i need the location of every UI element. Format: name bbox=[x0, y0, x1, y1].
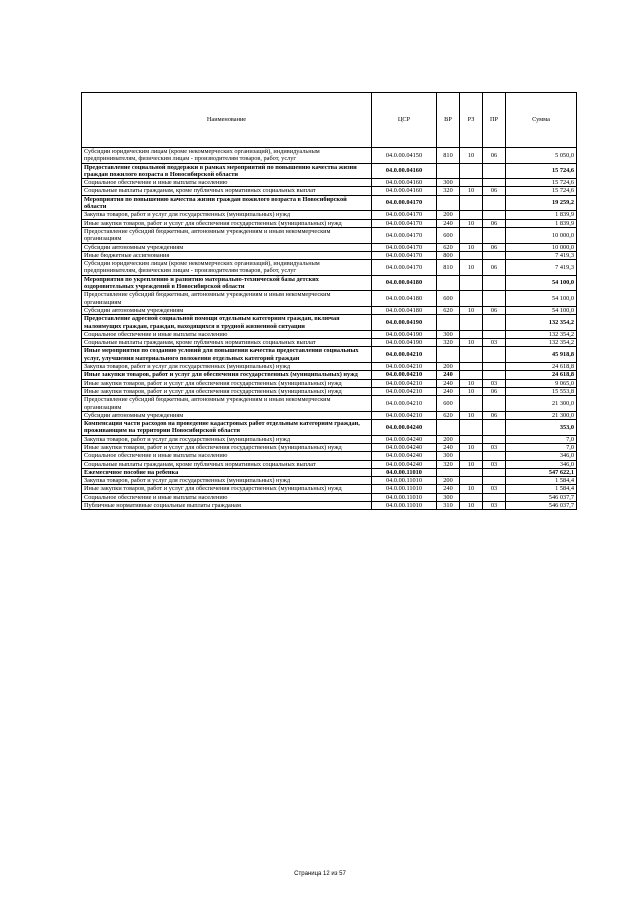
cell-rz: 10 bbox=[460, 243, 483, 251]
cell-name: Субсидии автономным учреждениям bbox=[82, 243, 372, 251]
cell-name: Иные закупки товаров, работ и услуг для обеспечения государственных (муниципальных) нужд bbox=[82, 443, 372, 451]
cell-vr: 300 bbox=[437, 179, 460, 187]
cell-rz bbox=[460, 275, 483, 291]
cell-pr bbox=[483, 371, 506, 379]
cell-vr: 620 bbox=[437, 243, 460, 251]
cell-name: Предоставление субсидий бюджетным, автономным учреждениям и иным некоммерческим организациям bbox=[82, 227, 372, 243]
cell-rz bbox=[460, 163, 483, 179]
cell-pr bbox=[483, 468, 506, 476]
cell-name: Социальное обеспечение и иные выплаты населению bbox=[82, 493, 372, 501]
cell-rz bbox=[460, 195, 483, 211]
cell-name: Иные закупки товаров, работ и услуг для обеспечения государственных (муниципальных) нужд bbox=[82, 387, 372, 395]
cell-csr: 04.0.00.04170 bbox=[372, 219, 437, 227]
cell-sum: 132 354,2 bbox=[506, 330, 577, 338]
cell-sum: 24 618,8 bbox=[506, 363, 577, 371]
cell-name: Иные закупки товаров, работ и услуг для обеспечения государственных (муниципальных) нужд bbox=[82, 485, 372, 493]
cell-rz: 10 bbox=[460, 339, 483, 347]
table-row bbox=[82, 330, 577, 338]
table-row bbox=[82, 315, 577, 331]
cell-rz: 10 bbox=[460, 306, 483, 314]
table-row bbox=[82, 411, 577, 419]
cell-name: Предоставление субсидий бюджетным, автономным учреждениям и иным некоммерческим организациям bbox=[82, 396, 372, 412]
table-row bbox=[82, 443, 577, 451]
cell-pr bbox=[483, 420, 506, 436]
cell-vr: 200 bbox=[437, 435, 460, 443]
cell-pr: 03 bbox=[483, 485, 506, 493]
cell-sum: 1 584,4 bbox=[506, 477, 577, 485]
cell-sum: 353,0 bbox=[506, 420, 577, 436]
cell-name: Предоставление субсидий бюджетным, автономным учреждениям и иным некоммерческим организациям bbox=[82, 291, 372, 307]
cell-rz bbox=[460, 251, 483, 259]
cell-csr: 04.0.00.04170 bbox=[372, 243, 437, 251]
cell-name: Закупка товаров, работ и услуг для государственных (муниципальных) нужд bbox=[82, 211, 372, 219]
cell-sum: 10 000,0 bbox=[506, 227, 577, 243]
cell-pr: 06 bbox=[483, 187, 506, 195]
table-row bbox=[82, 493, 577, 501]
cell-name: Мероприятия по укреплению и развитию материально-технической базы детских оздоровительных учреждений в Новосибирской области bbox=[82, 275, 372, 291]
cell-sum: 7 419,3 bbox=[506, 251, 577, 259]
table-row bbox=[82, 163, 577, 179]
cell-pr bbox=[483, 330, 506, 338]
cell-name: Субсидии юридическим лицам (кроме некоммерческих организаций), индивидуальным предпринимателям, физическим лицам - производителям товаров, работ, услуг bbox=[82, 148, 372, 164]
cell-csr: 04.0.00.04240 bbox=[372, 435, 437, 443]
table-row bbox=[82, 379, 577, 387]
cell-name: Социальные выплаты гражданам, кроме публичных нормативных социальных выплат bbox=[82, 460, 372, 468]
cell-pr: 06 bbox=[483, 306, 506, 314]
cell-sum: 1 839,9 bbox=[506, 219, 577, 227]
cell-vr: 200 bbox=[437, 363, 460, 371]
table-row bbox=[82, 468, 577, 476]
cell-pr bbox=[483, 195, 506, 211]
cell-pr bbox=[483, 363, 506, 371]
cell-csr: 04.0.00.04180 bbox=[372, 275, 437, 291]
cell-sum: 546 037,7 bbox=[506, 502, 577, 510]
table-row bbox=[82, 306, 577, 314]
cell-name: Субсидии автономным учреждениям bbox=[82, 306, 372, 314]
cell-name: Закупка товаров, работ и услуг для государственных (муниципальных) нужд bbox=[82, 363, 372, 371]
cell-rz: 10 bbox=[460, 260, 483, 276]
cell-rz bbox=[460, 330, 483, 338]
table-row bbox=[82, 435, 577, 443]
cell-csr: 04.0.00.11010 bbox=[372, 477, 437, 485]
cell-name: Иные бюджетные ассигнования bbox=[82, 251, 372, 259]
cell-rz bbox=[460, 477, 483, 485]
header-csr: ЦСР bbox=[372, 93, 437, 148]
cell-csr: 04.0.00.04210 bbox=[372, 371, 437, 379]
cell-sum: 54 100,0 bbox=[506, 306, 577, 314]
cell-vr bbox=[437, 315, 460, 331]
cell-pr: 06 bbox=[483, 243, 506, 251]
cell-name: Иные закупки товаров, работ и услуг для обеспечения государственных (муниципальных) нужд bbox=[82, 379, 372, 387]
header-vr: ВР bbox=[437, 93, 460, 148]
cell-pr: 06 bbox=[483, 219, 506, 227]
cell-csr: 04.0.00.04160 bbox=[372, 187, 437, 195]
table-row bbox=[82, 219, 577, 227]
table-row bbox=[82, 460, 577, 468]
cell-sum: 21 300,0 bbox=[506, 396, 577, 412]
cell-pr: 03 bbox=[483, 460, 506, 468]
header-rz: РЗ bbox=[460, 93, 483, 148]
table-row bbox=[82, 243, 577, 251]
cell-rz: 10 bbox=[460, 187, 483, 195]
cell-sum: 5 050,0 bbox=[506, 148, 577, 164]
cell-sum: 15 724,6 bbox=[506, 187, 577, 195]
cell-rz bbox=[460, 315, 483, 331]
cell-vr: 620 bbox=[437, 306, 460, 314]
table-row bbox=[82, 227, 577, 243]
cell-vr: 320 bbox=[437, 339, 460, 347]
cell-name: Социальное обеспечение и иные выплаты населению bbox=[82, 179, 372, 187]
cell-rz bbox=[460, 435, 483, 443]
cell-rz: 10 bbox=[460, 502, 483, 510]
cell-rz bbox=[460, 396, 483, 412]
cell-csr: 04.0.00.04210 bbox=[372, 411, 437, 419]
cell-name: Предоставление адресной социальной помощи отдельным категориям граждан, включая малоимущих граждан, граждан, находящихся в трудной жизненной ситуации bbox=[82, 315, 372, 331]
cell-name: Иные закупки товаров, работ и услуг для обеспечения государственных (муниципальных) нужд bbox=[82, 371, 372, 379]
cell-pr bbox=[483, 435, 506, 443]
cell-vr: 200 bbox=[437, 211, 460, 219]
cell-vr bbox=[437, 420, 460, 436]
cell-vr: 240 bbox=[437, 443, 460, 451]
table-row bbox=[82, 452, 577, 460]
cell-rz bbox=[460, 211, 483, 219]
cell-vr: 600 bbox=[437, 227, 460, 243]
cell-csr: 04.0.00.04170 bbox=[372, 211, 437, 219]
table-row bbox=[82, 291, 577, 307]
cell-vr bbox=[437, 347, 460, 363]
cell-rz: 10 bbox=[460, 460, 483, 468]
cell-csr: 04.0.00.04160 bbox=[372, 163, 437, 179]
cell-vr bbox=[437, 275, 460, 291]
header-sum: Сумма bbox=[506, 93, 577, 148]
cell-pr: 03 bbox=[483, 379, 506, 387]
cell-csr: 04.0.00.04240 bbox=[372, 452, 437, 460]
cell-csr: 04.0.00.04210 bbox=[372, 379, 437, 387]
cell-csr: 04.0.00.04210 bbox=[372, 387, 437, 395]
cell-vr: 810 bbox=[437, 260, 460, 276]
cell-sum: 7 419,3 bbox=[506, 260, 577, 276]
cell-sum: 19 259,2 bbox=[506, 195, 577, 211]
cell-rz: 10 bbox=[460, 379, 483, 387]
cell-csr: 04.0.00.11010 bbox=[372, 485, 437, 493]
cell-name: Социальные выплаты гражданам, кроме публичных нормативных социальных выплат bbox=[82, 339, 372, 347]
cell-sum: 132 354,2 bbox=[506, 315, 577, 331]
cell-vr bbox=[437, 195, 460, 211]
cell-sum: 21 300,0 bbox=[506, 411, 577, 419]
cell-rz bbox=[460, 227, 483, 243]
cell-name: Социальное обеспечение и иные выплаты населению bbox=[82, 330, 372, 338]
page-number: Страница 12 из 57 bbox=[294, 871, 346, 877]
cell-csr: 04.0.00.04170 bbox=[372, 195, 437, 211]
cell-name: Социальные выплаты гражданам, кроме публичных нормативных социальных выплат bbox=[82, 187, 372, 195]
cell-pr: 06 bbox=[483, 148, 506, 164]
table-row bbox=[82, 187, 577, 195]
cell-csr: 04.0.00.11010 bbox=[372, 468, 437, 476]
cell-rz bbox=[460, 371, 483, 379]
cell-name: Закупка товаров, работ и услуг для государственных (муниципальных) нужд bbox=[82, 435, 372, 443]
cell-vr: 320 bbox=[437, 460, 460, 468]
cell-csr: 04.0.00.04240 bbox=[372, 420, 437, 436]
cell-name: Социальное обеспечение и иные выплаты населению bbox=[82, 452, 372, 460]
cell-rz bbox=[460, 468, 483, 476]
cell-sum: 45 918,8 bbox=[506, 347, 577, 363]
cell-pr bbox=[483, 477, 506, 485]
cell-name: Компенсация части расходов на проведение кадастровых работ отдельным категориям граждан, проживающим на территории Новосибирской области bbox=[82, 420, 372, 436]
table-row bbox=[82, 477, 577, 485]
cell-name: Закупка товаров, работ и услуг для государственных (муниципальных) нужд bbox=[82, 477, 372, 485]
cell-csr: 04.0.00.04190 bbox=[372, 315, 437, 331]
cell-csr: 04.0.00.04150 bbox=[372, 148, 437, 164]
cell-rz bbox=[460, 420, 483, 436]
table-row bbox=[82, 260, 577, 276]
cell-sum: 15 553,8 bbox=[506, 387, 577, 395]
table-row bbox=[82, 396, 577, 412]
cell-vr: 600 bbox=[437, 291, 460, 307]
cell-csr: 04.0.00.04210 bbox=[372, 363, 437, 371]
cell-vr: 620 bbox=[437, 411, 460, 419]
table-row bbox=[82, 339, 577, 347]
cell-sum: 54 100,0 bbox=[506, 275, 577, 291]
cell-csr: 04.0.00.04240 bbox=[372, 443, 437, 451]
table-row bbox=[82, 371, 577, 379]
cell-sum: 346,0 bbox=[506, 460, 577, 468]
cell-vr: 800 bbox=[437, 251, 460, 259]
cell-name: Ежемесячное пособие на ребенка bbox=[82, 468, 372, 476]
cell-rz: 10 bbox=[460, 411, 483, 419]
cell-pr bbox=[483, 179, 506, 187]
table-row bbox=[82, 420, 577, 436]
cell-csr: 04.0.00.11010 bbox=[372, 493, 437, 501]
cell-name: Иные закупки товаров, работ и услуг для обеспечения государственных (муниципальных) нужд bbox=[82, 219, 372, 227]
cell-vr: 310 bbox=[437, 502, 460, 510]
cell-sum: 24 618,8 bbox=[506, 371, 577, 379]
cell-sum: 1 839,9 bbox=[506, 211, 577, 219]
table-row bbox=[82, 148, 577, 164]
cell-rz bbox=[460, 452, 483, 460]
cell-vr: 240 bbox=[437, 219, 460, 227]
cell-pr: 06 bbox=[483, 411, 506, 419]
cell-sum: 346,0 bbox=[506, 452, 577, 460]
cell-rz: 10 bbox=[460, 443, 483, 451]
cell-name: Публичные нормативные социальные выплаты гражданам bbox=[82, 502, 372, 510]
cell-vr: 320 bbox=[437, 187, 460, 195]
cell-rz bbox=[460, 291, 483, 307]
table-row bbox=[82, 363, 577, 371]
cell-rz: 10 bbox=[460, 148, 483, 164]
cell-vr bbox=[437, 163, 460, 179]
table-row bbox=[82, 275, 577, 291]
cell-vr: 240 bbox=[437, 485, 460, 493]
cell-vr: 300 bbox=[437, 493, 460, 501]
cell-name: Субсидии юридическим лицам (кроме некоммерческих организаций), индивидуальным предпринимателям, физическим лицам - производителям товаров, работ, услуг bbox=[82, 260, 372, 276]
cell-pr bbox=[483, 396, 506, 412]
cell-vr: 240 bbox=[437, 387, 460, 395]
cell-sum: 547 622,1 bbox=[506, 468, 577, 476]
cell-csr: 04.0.00.04170 bbox=[372, 227, 437, 243]
cell-pr: 03 bbox=[483, 443, 506, 451]
cell-sum: 7,0 bbox=[506, 443, 577, 451]
cell-csr: 04.0.00.04160 bbox=[372, 179, 437, 187]
cell-rz: 10 bbox=[460, 485, 483, 493]
cell-vr: 600 bbox=[437, 396, 460, 412]
header-name: Наименование bbox=[82, 93, 372, 148]
cell-csr: 04.0.00.04210 bbox=[372, 396, 437, 412]
cell-rz bbox=[460, 179, 483, 187]
table-row bbox=[82, 211, 577, 219]
cell-pr bbox=[483, 315, 506, 331]
header-pr: ПР bbox=[483, 93, 506, 148]
table-body bbox=[82, 148, 577, 510]
cell-pr bbox=[483, 211, 506, 219]
cell-csr: 04.0.00.04210 bbox=[372, 347, 437, 363]
cell-pr bbox=[483, 275, 506, 291]
cell-pr bbox=[483, 291, 506, 307]
cell-pr bbox=[483, 452, 506, 460]
cell-pr: 06 bbox=[483, 260, 506, 276]
cell-csr: 04.0.00.04180 bbox=[372, 291, 437, 307]
cell-name: Мероприятия по повышению качества жизни граждан пожилого возраста в Новосибирской области bbox=[82, 195, 372, 211]
cell-csr: 04.0.00.11010 bbox=[372, 502, 437, 510]
cell-vr: 240 bbox=[437, 379, 460, 387]
table-row bbox=[82, 195, 577, 211]
cell-pr bbox=[483, 493, 506, 501]
cell-sum: 54 100,0 bbox=[506, 291, 577, 307]
table-row bbox=[82, 347, 577, 363]
budget-table bbox=[81, 92, 577, 510]
cell-vr: 300 bbox=[437, 452, 460, 460]
cell-sum: 7,0 bbox=[506, 435, 577, 443]
cell-rz: 10 bbox=[460, 387, 483, 395]
cell-csr: 04.0.00.04170 bbox=[372, 260, 437, 276]
cell-csr: 04.0.00.04170 bbox=[372, 251, 437, 259]
cell-rz bbox=[460, 493, 483, 501]
cell-vr: 240 bbox=[437, 371, 460, 379]
table-row bbox=[82, 251, 577, 259]
cell-pr: 06 bbox=[483, 387, 506, 395]
cell-vr: 200 bbox=[437, 477, 460, 485]
cell-csr: 04.0.00.04240 bbox=[372, 460, 437, 468]
cell-vr: 300 bbox=[437, 330, 460, 338]
cell-name: Предоставление социальной поддержки в рамках мероприятий по повышению качества жизни граждан пожилого возраста в Новосибирской области bbox=[82, 163, 372, 179]
cell-name: Субсидии автономным учреждениям bbox=[82, 411, 372, 419]
table-row bbox=[82, 502, 577, 510]
cell-pr: 03 bbox=[483, 339, 506, 347]
cell-csr: 04.0.00.04190 bbox=[372, 339, 437, 347]
cell-pr bbox=[483, 347, 506, 363]
table-row bbox=[82, 485, 577, 493]
cell-sum: 15 724,6 bbox=[506, 179, 577, 187]
cell-pr bbox=[483, 251, 506, 259]
cell-sum: 1 584,4 bbox=[506, 485, 577, 493]
cell-sum: 132 354,2 bbox=[506, 339, 577, 347]
cell-csr: 04.0.00.04180 bbox=[372, 306, 437, 314]
cell-pr bbox=[483, 227, 506, 243]
cell-rz bbox=[460, 347, 483, 363]
table-row bbox=[82, 387, 577, 395]
cell-rz bbox=[460, 363, 483, 371]
cell-csr: 04.0.00.04190 bbox=[372, 330, 437, 338]
cell-sum: 15 724,6 bbox=[506, 163, 577, 179]
cell-sum: 546 037,7 bbox=[506, 493, 577, 501]
cell-sum: 10 000,0 bbox=[506, 243, 577, 251]
cell-rz: 10 bbox=[460, 219, 483, 227]
cell-sum: 9 065,0 bbox=[506, 379, 577, 387]
cell-vr bbox=[437, 468, 460, 476]
cell-pr bbox=[483, 163, 506, 179]
table-row bbox=[82, 179, 577, 187]
cell-vr: 810 bbox=[437, 148, 460, 164]
cell-pr: 03 bbox=[483, 502, 506, 510]
cell-name: Иные мероприятия по созданию условий для повышения качества предоставления социальных услуг, улучшения материального положения отдельных категорий граждан bbox=[82, 347, 372, 363]
table-header-row bbox=[82, 93, 577, 148]
